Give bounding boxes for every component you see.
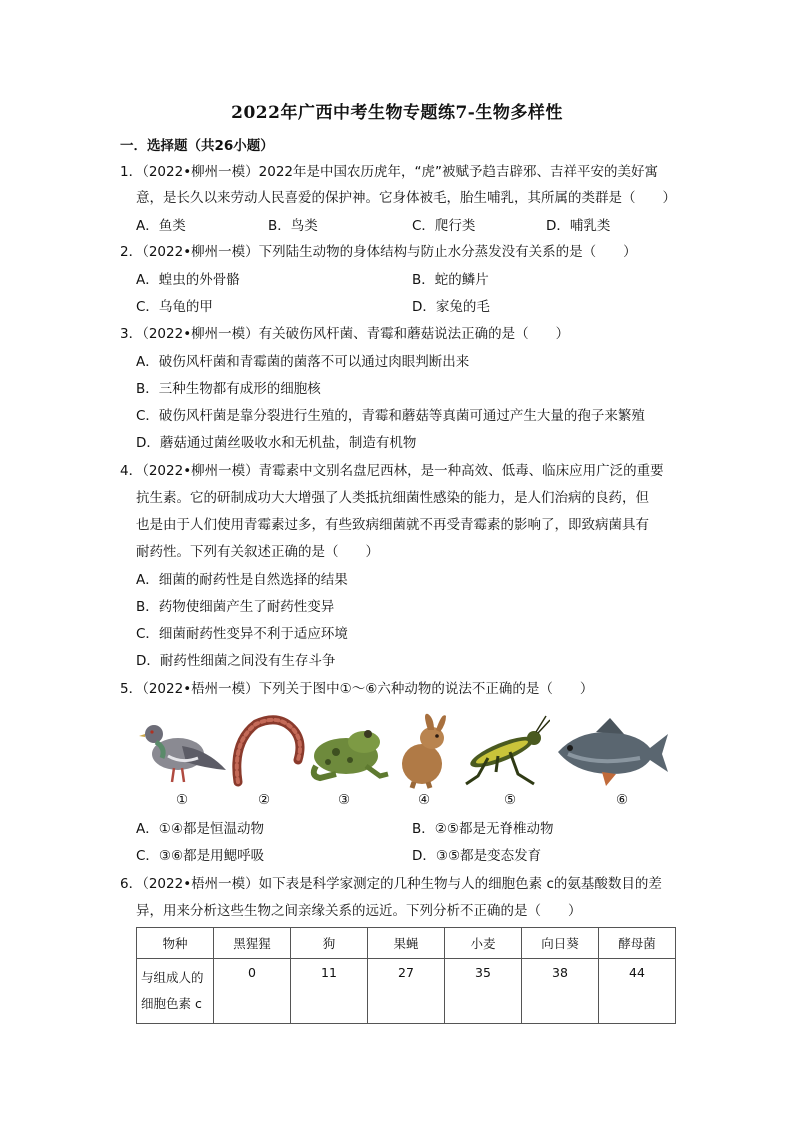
table-header-cell: 酵母菌 xyxy=(599,928,676,959)
table-row xyxy=(137,959,676,1024)
page-title: 2022年广西中考生物专题练7-生物多样性 xyxy=(231,103,563,123)
question-4-stem-cont-1: 抗生素。它的研制成功大大增强了人类抵抗细菌性感染的能力，是人们治病的良药，但 xyxy=(136,490,649,506)
animal-number-6: ⑥ xyxy=(616,792,629,808)
animal-number-4: ④ xyxy=(418,792,431,808)
row-label-line-1: 与组成人的 xyxy=(141,970,204,985)
q5-option-c: C．③⑥都是用鳃呼吸 xyxy=(136,848,265,864)
animal-number-2: ② xyxy=(258,792,271,808)
table-header-cell: 向日葵 xyxy=(522,928,599,959)
q4-option-a: A．细菌的耐药性是自然选择的结果 xyxy=(136,572,348,588)
q2-option-a: A．蝗虫的外骨骼 xyxy=(136,272,240,288)
q3-option-c: C．破伤风杆菌是靠分裂进行生殖的，青霉和蘑菇等真菌可通过产生大量的孢子来繁殖 xyxy=(136,408,645,424)
table-header-cell: 狗 xyxy=(291,928,368,959)
question-2-stem: 2．（2022•柳州一模）下列陆生动物的身体结构与防止水分蒸发没有关系的是（ ） xyxy=(120,244,637,260)
question-4-stem-cont-3: 耐药性。下列有关叙述正确的是（ ） xyxy=(136,544,379,560)
table-header-cell: 小麦 xyxy=(445,928,522,959)
animal-figure xyxy=(136,712,676,812)
q2-option-c: C．乌龟的甲 xyxy=(136,299,213,315)
question-4-stem: 4．（2022•柳州一模）青霉素中文别名盘尼西林，是一种高效、低毒、临床应用广泛的重要 xyxy=(120,463,664,479)
q5-option-a: A．①④都是恒温动物 xyxy=(136,821,264,837)
table-cell: 35 xyxy=(445,959,522,1024)
q2-option-b: B．蛇的鳞片 xyxy=(412,272,489,288)
q1-option-b: B．鸟类 xyxy=(268,218,318,234)
table-header-cell: 果蝇 xyxy=(368,928,445,959)
animal-number-1: ① xyxy=(176,792,189,808)
table-cell: 44 xyxy=(599,959,676,1024)
table-row-label xyxy=(137,959,214,1024)
question-1-stem: 1．（2022•柳州一模）2022年是中国农历虎年，“虎”被赋予趋吉辟邪、吉祥平安的美好寓 xyxy=(120,164,659,180)
q2-option-d: D．家兔的毛 xyxy=(412,299,490,315)
q3-option-b: B．三种生物都有成形的细胞核 xyxy=(136,381,321,397)
q1-option-a: A．鱼类 xyxy=(136,218,186,234)
fish-icon xyxy=(552,712,670,790)
row-label-line-2: 细胞色素 c xyxy=(141,996,202,1011)
table-cell: 0 xyxy=(214,959,291,1024)
grasshopper-icon xyxy=(458,712,550,790)
pigeon-icon xyxy=(138,712,230,788)
table-header-cell: 黑猩猩 xyxy=(214,928,291,959)
rabbit-icon xyxy=(392,712,458,790)
animal-number-3: ③ xyxy=(338,792,351,808)
q4-option-d: D．耐药性细菌之间没有生存斗争 xyxy=(136,653,336,669)
q3-option-d: D．蘑菇通过菌丝吸收水和无机盐，制造有机物 xyxy=(136,435,417,451)
q5-option-b: B．②⑤都是无脊椎动物 xyxy=(412,821,554,837)
question-3-stem: 3．（2022•柳州一模）有关破伤风杆菌、青霉和蘑菇说法正确的是（ ） xyxy=(120,326,570,342)
question-1-stem-cont: 意，是长久以来劳动人民喜爱的保护神。它身体被毛，胎生哺乳，其所属的类群是（ ） xyxy=(136,190,676,206)
question-6-stem-cont: 异，用来分析这些生物之间亲缘关系的远近。下列分析不正确的是（ ） xyxy=(136,903,582,919)
q3-option-a: A．破伤风杆菌和青霉菌的菌落不可以通过肉眼判断出来 xyxy=(136,354,470,370)
table-cell: 38 xyxy=(522,959,599,1024)
frog-icon xyxy=(306,712,390,788)
animal-number-5: ⑤ xyxy=(504,792,517,808)
q5-option-d: D．③⑤都是变态发育 xyxy=(412,848,542,864)
question-4-stem-cont-2: 也是由于人们使用青霉素过多，有些致病细菌就不再受青霉素的影响了，即致病菌具有 xyxy=(136,517,649,533)
earthworm-icon xyxy=(230,712,308,788)
cytochrome-c-table xyxy=(136,927,676,1024)
table-cell: 11 xyxy=(291,959,368,1024)
table-header-cell: 物种 xyxy=(137,928,214,959)
table-cell: 27 xyxy=(368,959,445,1024)
question-5-stem: 5．（2022•梧州一模）下列关于图中①～⑥六种动物的说法不正确的是（ ） xyxy=(120,681,594,697)
q4-option-b: B．药物使细菌产生了耐药性变异 xyxy=(136,599,335,615)
table-header-row xyxy=(137,928,676,959)
question-6-stem: 6．（2022•梧州一模）如下表是科学家测定的几种生物与人的细胞色素 c的氨基酸数目的差 xyxy=(120,876,662,892)
q1-option-c: C．爬行类 xyxy=(412,218,476,234)
q1-option-d: D．哺乳类 xyxy=(546,218,611,234)
q4-option-c: C．细菌耐药性变异不利于适应环境 xyxy=(136,626,348,642)
section-heading: 一．选择题（共26小题） xyxy=(120,138,274,154)
